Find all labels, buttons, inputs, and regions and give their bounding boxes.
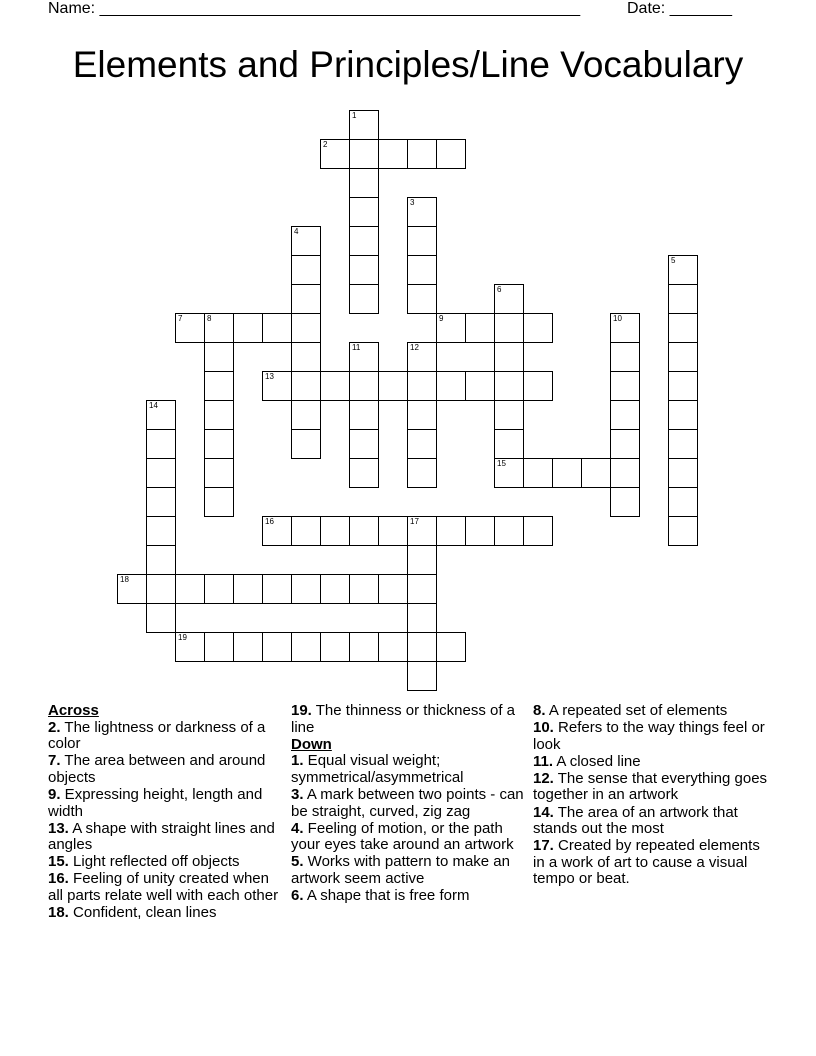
clue-item bbox=[48, 753, 280, 786]
crossword-cell[interactable] bbox=[378, 632, 408, 662]
clue-item-number: 12. bbox=[533, 769, 554, 787]
clue-number: 7 bbox=[178, 314, 183, 323]
crossword-cell[interactable] bbox=[407, 516, 437, 546]
clue-number: 11 bbox=[352, 343, 361, 352]
crossword-cell[interactable] bbox=[436, 371, 466, 401]
clue-column-1 bbox=[48, 703, 280, 922]
crossword-cell[interactable] bbox=[349, 255, 379, 285]
clue-item-text: A shape with straight lines and angles bbox=[48, 819, 275, 854]
crossword-cell[interactable] bbox=[407, 545, 437, 575]
crossword-cell[interactable] bbox=[465, 516, 495, 546]
crossword-cell[interactable] bbox=[668, 284, 698, 314]
crossword-cell[interactable] bbox=[668, 342, 698, 372]
clue-item bbox=[291, 888, 527, 905]
clue-item bbox=[533, 720, 769, 753]
clue-item-number: 3. bbox=[291, 785, 304, 803]
clue-item bbox=[533, 838, 769, 888]
clue-item-text: The lightness or darkness of a color bbox=[48, 718, 266, 753]
crossword-cell[interactable] bbox=[610, 342, 640, 372]
crossword-cell[interactable] bbox=[610, 487, 640, 517]
clue-number: 19 bbox=[178, 633, 187, 642]
clue-item-text: Light reflected off objects bbox=[68, 853, 240, 871]
crossword-cell[interactable] bbox=[204, 487, 234, 517]
clue-item-number: 4. bbox=[291, 819, 304, 837]
crossword-cell[interactable] bbox=[610, 313, 640, 343]
clue-item bbox=[533, 754, 769, 771]
crossword-cell[interactable] bbox=[233, 574, 263, 604]
crossword-cell[interactable] bbox=[146, 487, 176, 517]
crossword-cell[interactable] bbox=[349, 429, 379, 459]
clue-item bbox=[291, 703, 527, 736]
crossword-cell[interactable] bbox=[320, 139, 350, 169]
clue-item-text: The area of an artwork that stands out the most bbox=[533, 803, 738, 838]
clue-item-text: The area between and around objects bbox=[48, 752, 266, 786]
crossword-cell[interactable] bbox=[494, 458, 524, 488]
clue-item-text: A shape that is free form bbox=[303, 887, 470, 905]
crossword-cell[interactable] bbox=[291, 632, 321, 662]
crossword-cell[interactable] bbox=[146, 400, 176, 430]
clue-item bbox=[48, 821, 280, 854]
crossword-cell[interactable] bbox=[552, 458, 582, 488]
crossword-cell[interactable] bbox=[291, 371, 321, 401]
crossword-cell[interactable] bbox=[436, 632, 466, 662]
name-field-line: Name: ______________________________________________________ bbox=[48, 0, 581, 17]
clue-list bbox=[0, 703, 816, 1003]
clue-item-number: 9. bbox=[48, 785, 61, 803]
clue-number: 13 bbox=[265, 372, 274, 381]
date-field-line: Date: _______ bbox=[627, 0, 732, 17]
clue-number: 16 bbox=[265, 517, 274, 526]
clue-number: 8 bbox=[207, 314, 212, 323]
crossword-cell[interactable] bbox=[349, 458, 379, 488]
clue-item-number: 17. bbox=[533, 837, 554, 855]
crossword-cell[interactable] bbox=[291, 255, 321, 285]
crossword-cell[interactable] bbox=[291, 342, 321, 372]
clue-item bbox=[533, 703, 769, 720]
crossword-cell[interactable] bbox=[175, 313, 205, 343]
crossword-cell[interactable] bbox=[494, 429, 524, 459]
clue-number: 17 bbox=[410, 517, 419, 526]
crossword-cell[interactable] bbox=[465, 313, 495, 343]
clue-item bbox=[533, 771, 769, 804]
crossword-cell[interactable] bbox=[407, 632, 437, 662]
crossword-cell[interactable] bbox=[668, 400, 698, 430]
crossword-cell[interactable] bbox=[349, 226, 379, 256]
crossword-cell[interactable] bbox=[291, 516, 321, 546]
across-heading: Across bbox=[48, 702, 99, 719]
clue-item-text: Expressing height, length and width bbox=[48, 785, 263, 820]
crossword-cell[interactable] bbox=[262, 632, 292, 662]
crossword-cell[interactable] bbox=[523, 371, 553, 401]
clue-number: 5 bbox=[671, 256, 676, 265]
clue-number: 6 bbox=[497, 285, 502, 294]
crossword-cell[interactable] bbox=[436, 139, 466, 169]
crossword-cell[interactable] bbox=[407, 429, 437, 459]
crossword-cell[interactable] bbox=[436, 313, 466, 343]
crossword-cell[interactable] bbox=[668, 255, 698, 285]
clue-item-text: Feeling of motion, or the path your eyes take around an artwork bbox=[291, 819, 514, 854]
crossword-cell[interactable] bbox=[407, 342, 437, 372]
crossword-cell[interactable] bbox=[407, 458, 437, 488]
crossword-cell[interactable] bbox=[320, 516, 350, 546]
clue-item-number: 5. bbox=[291, 853, 304, 871]
clue-item-text: Feeling of unity created when all parts relate well with each other bbox=[48, 870, 279, 905]
crossword-cell[interactable] bbox=[494, 313, 524, 343]
crossword-cell[interactable] bbox=[320, 574, 350, 604]
clue-number: 14 bbox=[149, 401, 158, 410]
clue-item bbox=[48, 787, 280, 820]
crossword-cell[interactable] bbox=[378, 574, 408, 604]
clue-number: 1 bbox=[352, 111, 357, 120]
crossword-cell[interactable] bbox=[175, 632, 205, 662]
crossword-cell[interactable] bbox=[349, 284, 379, 314]
clue-item-number: 8. bbox=[533, 702, 546, 719]
crossword-cell[interactable] bbox=[465, 371, 495, 401]
clue-number: 3 bbox=[410, 198, 415, 207]
crossword-cell[interactable] bbox=[204, 632, 234, 662]
crossword-cell[interactable] bbox=[436, 516, 466, 546]
crossword-cell[interactable] bbox=[204, 400, 234, 430]
crossword-cell[interactable] bbox=[146, 516, 176, 546]
clue-number: 12 bbox=[410, 343, 419, 352]
clue-item-text: A mark between two points - can be straight, curved, zig zag bbox=[291, 785, 524, 820]
clue-item bbox=[48, 720, 280, 753]
crossword-cell[interactable] bbox=[349, 574, 379, 604]
crossword-cell[interactable] bbox=[349, 516, 379, 546]
crossword-cell[interactable] bbox=[233, 632, 263, 662]
crossword-cell[interactable] bbox=[378, 371, 408, 401]
crossword-cell[interactable] bbox=[668, 313, 698, 343]
crossword-cell[interactable] bbox=[378, 139, 408, 169]
crossword-cell[interactable] bbox=[204, 313, 234, 343]
crossword-cell[interactable] bbox=[291, 574, 321, 604]
crossword-cell[interactable] bbox=[349, 139, 379, 169]
crossword-cell[interactable] bbox=[146, 429, 176, 459]
crossword-cell[interactable] bbox=[581, 458, 611, 488]
crossword-cell[interactable] bbox=[523, 313, 553, 343]
clue-item-text: The sense that everything goes together in an artwork bbox=[533, 769, 768, 804]
clue-column-2 bbox=[291, 703, 527, 905]
crossword-cell[interactable] bbox=[668, 516, 698, 546]
clue-item-number: 7. bbox=[48, 752, 61, 770]
crossword-cell[interactable] bbox=[204, 574, 234, 604]
page-title: Elements and Principles/Line Vocabulary bbox=[72, 44, 744, 85]
crossword-cell[interactable] bbox=[610, 429, 640, 459]
crossword-cell[interactable] bbox=[349, 342, 379, 372]
crossword-cell[interactable] bbox=[349, 197, 379, 227]
crossword-cell[interactable] bbox=[407, 574, 437, 604]
clue-item-number: 10. bbox=[533, 719, 554, 737]
crossword-cell[interactable] bbox=[146, 574, 176, 604]
clue-item bbox=[48, 854, 280, 871]
crossword-cell[interactable] bbox=[349, 168, 379, 198]
clue-item-number: 18. bbox=[48, 904, 69, 922]
crossword-cell[interactable] bbox=[349, 632, 379, 662]
crossword-cell[interactable] bbox=[668, 458, 698, 488]
crossword-cell[interactable] bbox=[407, 139, 437, 169]
crossword-cell[interactable] bbox=[407, 603, 437, 633]
crossword-cell[interactable] bbox=[349, 400, 379, 430]
crossword-cell[interactable] bbox=[378, 516, 408, 546]
clue-number: 10 bbox=[613, 314, 622, 323]
crossword-cell[interactable] bbox=[407, 400, 437, 430]
crossword-cell[interactable] bbox=[146, 458, 176, 488]
clue-item-text: A closed line bbox=[553, 752, 641, 770]
crossword-cell[interactable] bbox=[407, 661, 437, 691]
crossword-cell[interactable] bbox=[175, 574, 205, 604]
crossword-cell[interactable] bbox=[262, 371, 292, 401]
crossword-cell[interactable] bbox=[204, 429, 234, 459]
clue-number: 18 bbox=[120, 575, 129, 584]
clue-number: 15 bbox=[497, 459, 506, 468]
crossword-cell[interactable] bbox=[262, 574, 292, 604]
crossword-cell[interactable] bbox=[291, 429, 321, 459]
clue-item-number: 6. bbox=[291, 887, 304, 905]
crossword-cell[interactable] bbox=[407, 226, 437, 256]
clue-item bbox=[291, 854, 527, 887]
clue-item-text: Works with pattern to make an artwork seem active bbox=[291, 853, 510, 887]
clue-item-text: Created by repeated elements in a work of art to cause a visual tempo or beat. bbox=[533, 837, 760, 888]
crossword-cell[interactable] bbox=[262, 516, 292, 546]
clue-item-text: A repeated set of elements bbox=[545, 702, 728, 719]
crossword-cell[interactable] bbox=[117, 574, 147, 604]
clue-item-number: 1. bbox=[291, 752, 304, 770]
clue-item-number: 16. bbox=[48, 870, 69, 888]
crossword-cell[interactable] bbox=[349, 371, 379, 401]
clue-item bbox=[533, 805, 769, 838]
crossword-cell[interactable] bbox=[291, 226, 321, 256]
crossword-cell[interactable] bbox=[407, 371, 437, 401]
clue-item bbox=[291, 821, 527, 854]
crossword-cell[interactable] bbox=[204, 371, 234, 401]
crossword-cell[interactable] bbox=[494, 284, 524, 314]
crossword-cell[interactable] bbox=[668, 429, 698, 459]
crossword-cell[interactable] bbox=[146, 545, 176, 575]
clue-number: 2 bbox=[323, 140, 328, 149]
clue-item-text: Equal visual weight; symmetrical/asymmetrical bbox=[291, 752, 464, 786]
clue-item-number: 19. bbox=[291, 702, 312, 719]
crossword-cell[interactable] bbox=[349, 110, 379, 140]
crossword-cell[interactable] bbox=[204, 342, 234, 372]
clue-item bbox=[48, 905, 280, 922]
clue-item-number: 13. bbox=[48, 819, 69, 837]
crossword-cell[interactable] bbox=[668, 487, 698, 517]
crossword-cell[interactable] bbox=[523, 516, 553, 546]
clue-item bbox=[291, 787, 527, 820]
clue-item-text: Refers to the way things feel or look bbox=[533, 719, 765, 753]
clue-number: 9 bbox=[439, 314, 444, 323]
crossword-cell[interactable] bbox=[407, 284, 437, 314]
crossword-cell[interactable] bbox=[262, 313, 292, 343]
crossword-cell[interactable] bbox=[204, 458, 234, 488]
clue-number: 4 bbox=[294, 227, 299, 236]
crossword-cell[interactable] bbox=[407, 197, 437, 227]
crossword-cell[interactable] bbox=[146, 603, 176, 633]
crossword-cell[interactable] bbox=[668, 371, 698, 401]
clue-column-3 bbox=[533, 703, 769, 889]
crossword-cell[interactable] bbox=[494, 400, 524, 430]
crossword-cell[interactable] bbox=[233, 313, 263, 343]
clue-item-text: Confident, clean lines bbox=[68, 904, 217, 922]
down-heading: Down bbox=[291, 735, 332, 753]
crossword-cell[interactable] bbox=[291, 284, 321, 314]
clue-item bbox=[48, 871, 280, 904]
crossword-cell[interactable] bbox=[320, 632, 350, 662]
crossword-cell[interactable] bbox=[610, 458, 640, 488]
crossword-cell[interactable] bbox=[291, 400, 321, 430]
crossword-cell[interactable] bbox=[610, 400, 640, 430]
crossword-cell[interactable] bbox=[407, 255, 437, 285]
clue-item-number: 14. bbox=[533, 803, 554, 821]
crossword-cell[interactable] bbox=[610, 371, 640, 401]
clue-item-number: 2. bbox=[48, 718, 61, 736]
crossword-cell[interactable] bbox=[494, 342, 524, 372]
crossword-cell[interactable] bbox=[494, 371, 524, 401]
clue-item-number: 15. bbox=[48, 853, 69, 871]
crossword-cell[interactable] bbox=[494, 516, 524, 546]
clue-item bbox=[291, 753, 527, 786]
clue-item-text: The thinness or thickness of a line bbox=[291, 702, 516, 736]
crossword-cell[interactable] bbox=[291, 313, 321, 343]
crossword-cell[interactable] bbox=[523, 458, 553, 488]
crossword-cell[interactable] bbox=[320, 371, 350, 401]
clue-item-number: 11. bbox=[533, 752, 554, 770]
